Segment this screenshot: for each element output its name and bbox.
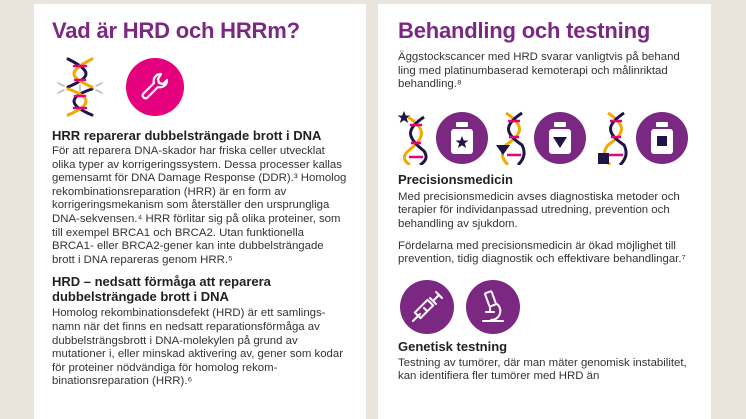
dna-star-icon — [398, 111, 430, 165]
left-icon-row — [52, 54, 348, 120]
precision-icon-row — [398, 110, 693, 166]
bottle-square-icon — [636, 112, 688, 164]
wrench-icon — [126, 58, 184, 116]
hrd-body: Homolog rekombinationsdefekt (HRD) är ett samlings-namn när det finns en nedsatt reparationsförmåga av dubbelsträngsbrott i DNA-molekylen på grund av mutationer i, eller minskad aktivering av, gener som kodar för proteiner nödvändiga för homolog rekom-binationsreparation (HRR).⁶ — [52, 307, 344, 388]
hrr-body: För att reparera DNA-skador har friska celler utvecklat olika typer av korrigeringssystem. Dessa processer kallas gemensamt för DNA Damage Response (DDR).³ Homolog rekombinationsreparation (HRR) är en form av korrigeringsmekanism som återställer den ursprungliga DNA-sekvensen.⁴ HRR förlitar sig på olika proteiner, som till exempel BRCA1 och BRCA2. Utan funktionella BRCA1- eller BRCA2-gener kan inte dubbelsträngade brott i DNA repareras genom HRR.⁵ — [52, 145, 347, 266]
precision-body-1: Med precisionsmedicin avses diagnostiska metoder och terapier för individanpassad utredning, prevention och behandling av sjukdom. — [398, 190, 680, 230]
hrd-info-card — [34, 4, 366, 419]
treatment-card — [378, 4, 711, 419]
genetic-body: Testning av tumörer, där man mäter genomisk instabilitet, kan identifiera fler tumörer med HRD än — [398, 356, 687, 383]
dna-broken-icon — [54, 55, 106, 119]
bottle-star-icon — [436, 112, 488, 164]
genetic-heading: Genetisk testning — [398, 338, 508, 354]
precision-heading: Precisionsmedicin — [398, 171, 513, 187]
hrd-heading: HRD – nedsatt förmåga att reparera dubbelsträngade brott i DNA — [52, 274, 271, 305]
hrr-heading: HRR reparerar dubbelsträngade brott i DNA — [52, 128, 322, 143]
right-title: Behandling och testning — [398, 18, 651, 43]
dna-triangle-icon — [496, 111, 528, 165]
syringe-icon — [400, 280, 454, 334]
genetic-icon-row — [398, 279, 693, 335]
left-title: Vad är HRD och HRRm? — [52, 18, 300, 43]
treatment-intro: Äggstockscancer med HRD svarar vanligtvis på behand ling med platinumbaserad kemoterapi och målinriktad behandling.⁸ — [398, 51, 680, 91]
bottle-triangle-icon — [534, 112, 586, 164]
microscope-icon — [466, 280, 520, 334]
precision-body-2: Fördelarna med precisionsmedicin är ökad möjlighet till prevention, tidig diagnostik och effektivare behandlingar.⁷ — [398, 239, 686, 266]
dna-square-icon — [598, 111, 630, 165]
